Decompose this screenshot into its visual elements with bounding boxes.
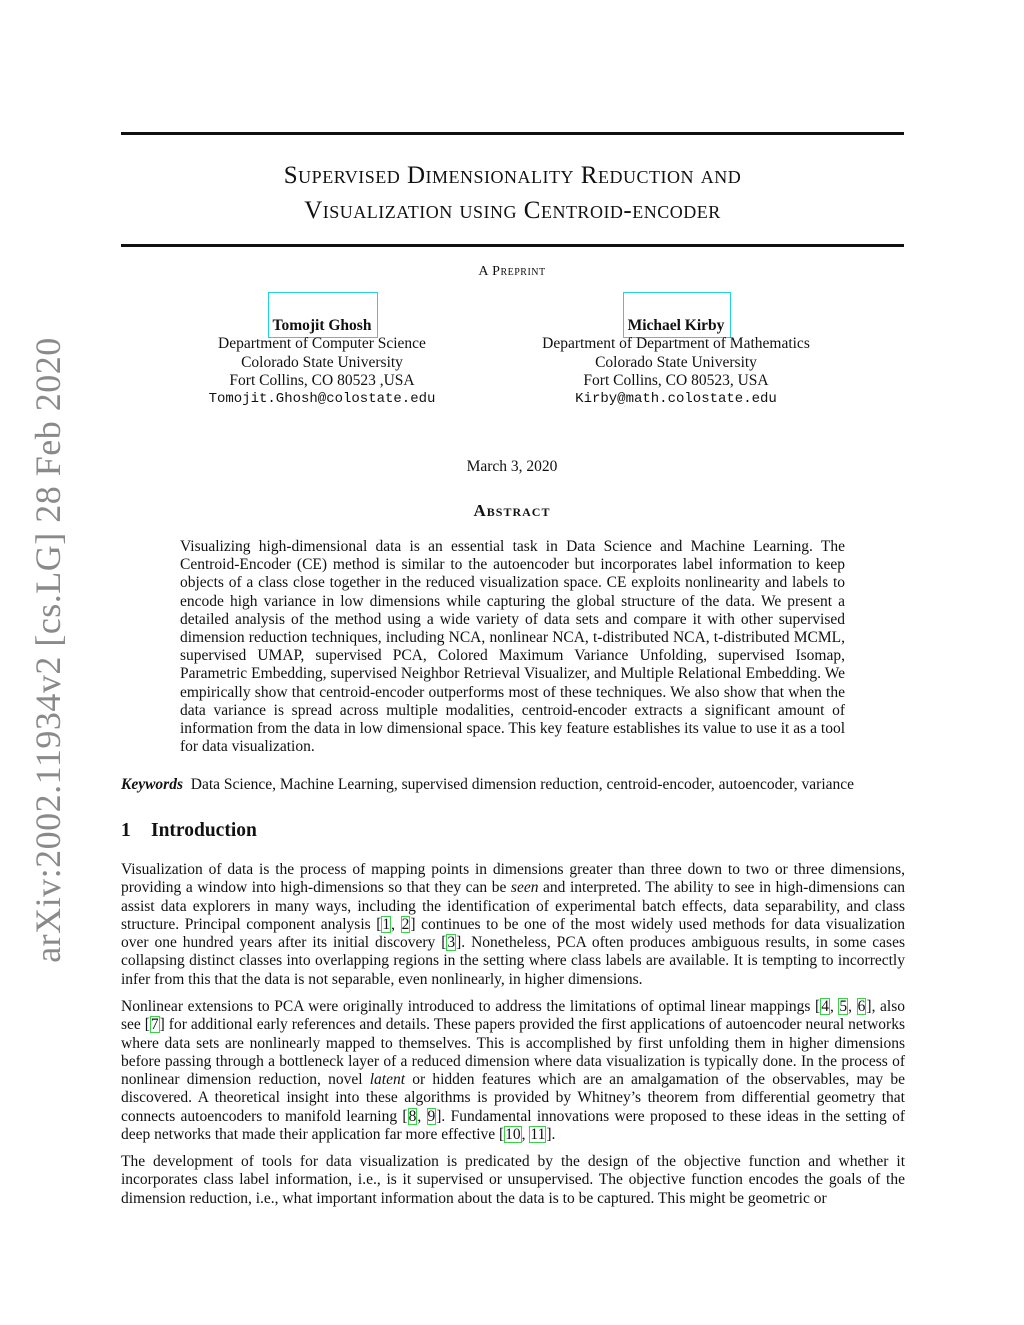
author-univ: Colorado State University <box>241 353 403 371</box>
para-text: , <box>417 1107 427 1125</box>
para-text: or hidden features which are an amalgamation of the observables, may be discovered. A theoretical insight into these algorithms is provided by Whitney’s theorem from differential geometry that connects autoencoders to manifold learning [ <box>121 1071 905 1125</box>
author-dept: Department of Department of Mathematics <box>542 335 810 353</box>
author-email[interactable]: Kirby@math.colostate.edu <box>575 391 777 408</box>
author-address: Fort Collins, CO 80523 ,USA <box>229 371 415 389</box>
author-email[interactable]: Tomojit.Ghosh@colostate.edu <box>208 391 436 408</box>
title-line-2: Visualization using Centroid-encoder <box>304 197 721 224</box>
para-text: ]. Nonetheless, PCA often produces ambiguous results, in some cases collapsing distinct classes into overlapping regions in the setting where class labels are available. It is tempting to incorrectly infer from this that the data is not separable, even nonlinearly, in higher dimensions. <box>121 934 905 988</box>
abstract-text: Visualizing high-dimensional data is an essential task in Data Science and Machine Learning. The Centroid-Encoder (CE) method is similar to the autoencoder but incorporates label information to keep objects of a class close together in the reduced visualization space. CE exploits nonlinearity and labels to encode high variance in low dimensions while capturing the global structure of the data. We present a detailed analysis of the method using a wide variety of data sets and compare it with other supervised dimension reduction techniques, including NCA, nonlinear NCA, t-distributed NCA, t-distributed MCML, supervised UMAP, supervised PCA, Colored Maximum Variance Unfolding, supervised Isomap, Parametric Embedding, supervised Neighbor Retrieval Visualizer, and Multiple Relational Embedding. We empirically show that centroid-encoder outperforms most of these techniques. We also show that when the data variance is spread across multiple modalities, centroid-encoder extracts a significant amount of information from the data in low dimensional space. This key feature establishes its value to use it as a tool for data visualization. <box>180 538 845 756</box>
author-name[interactable]: Tomojit Ghosh <box>272 317 372 334</box>
para-text: , <box>521 1126 530 1144</box>
preprint-label: A Preprint <box>478 264 546 279</box>
paper-title <box>121 158 904 228</box>
intro-paragraph-1 <box>121 861 905 989</box>
citation-link[interactable]: 5 <box>839 998 848 1015</box>
para-text: , <box>848 998 857 1015</box>
author-address: Fort Collins, CO 80523, USA <box>583 371 769 389</box>
citation-link[interactable]: 3 <box>447 934 456 952</box>
citation-link[interactable]: 2 <box>401 915 410 933</box>
author-block-2 <box>516 317 836 408</box>
para-text: ] continues to be one of the most widely used methods for data visualization over one hundred years after its initial discovery [ <box>121 915 905 952</box>
title-line-1: Supervised Dimensionality Reduction and <box>283 162 742 189</box>
section-heading <box>121 820 257 842</box>
top-rule <box>121 132 904 135</box>
keywords-label: Keywords <box>121 776 183 793</box>
para-emphasis: seen <box>510 879 539 897</box>
keywords-line <box>121 776 911 794</box>
citation-link[interactable]: 6 <box>857 998 866 1015</box>
arxiv-stamp: arXiv:2002.11934v2 [cs.LG] 28 Feb 2020 <box>28 337 68 963</box>
intro-paragraph-3: The development of tools for data visualization is predicated by the design of the objective function and whether it incorporates class label information, i.e., is it supervised or unsupervised. The objective function encodes the goals of the dimension reduction, i.e., what important information about the data is to be captured. This might be geometric or <box>121 1153 905 1207</box>
para-text: Visualization of data is the process of mapping points in dimensions greater than three down to two or three dimensions, providing a window into high-dimensions so that they can be <box>121 861 905 897</box>
para-emphasis: latent <box>369 1071 406 1089</box>
citation-link[interactable]: 4 <box>821 998 829 1015</box>
citation-link[interactable]: 7 <box>150 1016 159 1034</box>
author-block-1 <box>196 317 448 408</box>
para-text: and interpreted. The ability to see in high-dimensions can assist data explorers in many ways, including the identification of experimental batch effects, data separability, and class structure. Principal component analysis [ <box>121 879 905 933</box>
paper-date: March 3, 2020 <box>466 458 558 475</box>
citation-link[interactable]: 11 <box>530 1126 546 1144</box>
author-dept: Department of Computer Science <box>218 335 426 353</box>
para-text: Nonlinear extensions to PCA were originally introduced to address the limitations of optimal linear mappings [ <box>121 998 821 1015</box>
intro-paragraph-2 <box>121 998 905 1144</box>
para-text: , <box>391 915 401 933</box>
bottom-rule <box>121 244 904 247</box>
keywords-text: Data Science, Machine Learning, supervised dimension reduction, centroid-encoder, autoencoder, variance <box>190 776 855 793</box>
citation-link[interactable]: 9 <box>427 1107 436 1125</box>
author-name[interactable]: Michael Kirby <box>627 317 725 334</box>
citation-link[interactable]: 1 <box>382 915 391 933</box>
para-text: ]. Fundamental innovations were proposed to these ideas in the setting of deep networks that made their application far more effective [ <box>121 1107 905 1144</box>
para-text: ] for additional early references and details. These papers provided the first applications of autoencoder neural networks where data sets are nonlinearly mapped to themselves. This is accomplished by first unfolding them in higher dimensions before passing through a bottleneck layer of a reduced dimension where data visualization is typically done. In the process of nonlinear dimension reduction, novel <box>121 1016 905 1089</box>
section-title: Introduction <box>151 820 257 841</box>
para-text: ], also see [ <box>121 998 906 1034</box>
section-number: 1 <box>121 820 131 841</box>
author-univ: Colorado State University <box>595 353 757 371</box>
citation-link[interactable]: 10 <box>505 1126 521 1144</box>
para-text: , <box>829 998 839 1015</box>
abstract-heading: Abstract <box>473 501 551 520</box>
citation-link[interactable]: 8 <box>408 1107 417 1125</box>
para-text: ]. <box>546 1126 556 1144</box>
